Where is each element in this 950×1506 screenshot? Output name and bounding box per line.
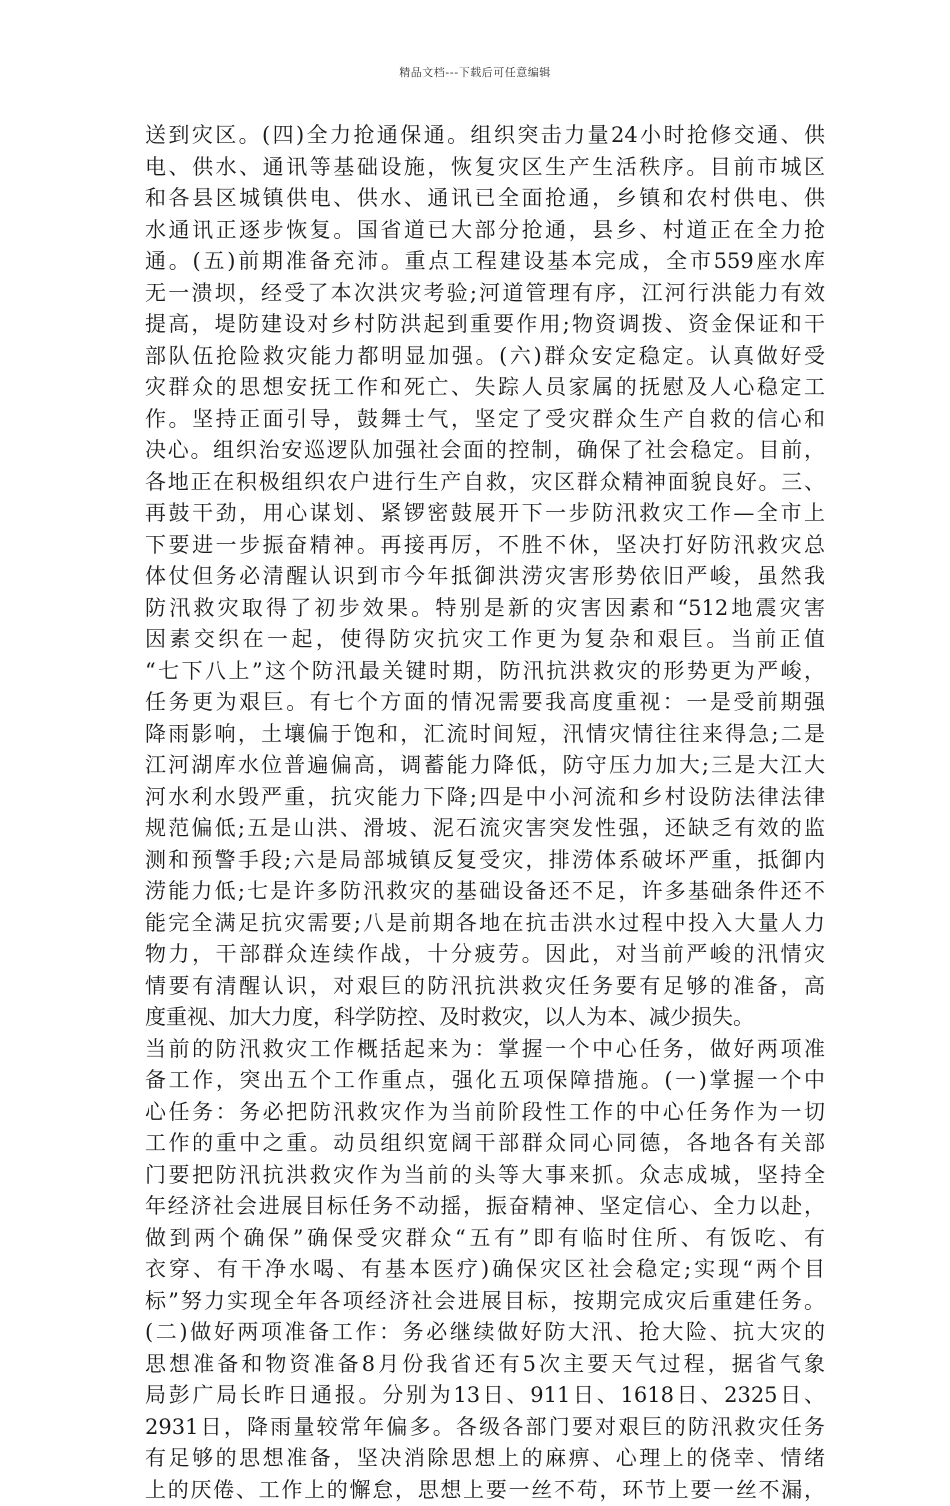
text-line: 部队伍抢险救灾能力都明显加强。(六)群众安定稳定。认真做好受 [145,341,825,373]
text-line: 河水利水毁严重，抗灾能力下降;四是中小河流和乡村设防法律法律 [145,782,825,814]
text-line: 测和预警手段;六是局部城镇反复受灾，排涝体系破坏严重，抵御内 [145,845,825,877]
text-line: 因素交织在一起，使得防灾抗灾工作更为复杂和艰巨。当前正值 [145,624,825,656]
text-line: 局彭广局长昨日通报。分别为13日、911日、1618日、2325日、 [145,1380,825,1412]
text-line: 决心。组织治安巡逻队加强社会面的控制，确保了社会稳定。目前， [145,435,825,467]
text-line: 标”努力实现全年各项经济社会进展目标，按期完成灾后重建任务。 [145,1286,825,1318]
text-line: 能完全满足抗灾需要;八是前期各地在抗击洪水过程中投入大量人力 [145,908,825,940]
text-line: 2931日，降雨量较常年偏多。各级各部门要对艰巨的防汛救灾任务 [145,1412,825,1444]
text-line: 工作的重中之重。动员组织宽阔干部群众同心同德，各地各有关部 [145,1128,825,1160]
text-line: 物力，干部群众连续作战，十分疲劳。因此，对当前严峻的汛情灾 [145,939,825,971]
text-line: 防汛救灾取得了初步效果。特别是新的灾害因素和“512地震灾害 [145,593,825,625]
text-line: 降雨影响，土壤偏于饱和，汇流时间短，汛情灾情往往来得急;二是 [145,719,825,751]
text-line: 情要有清醒认识，对艰巨的防汛抗洪救灾任务要有足够的准备，高 [145,971,825,1003]
text-line: 思想准备和物资准备8月份我省还有5次主要天气过程，据省气象 [145,1349,825,1381]
text-line: 体仗但务必清醒认识到市今年抵御洪涝灾害形势依旧严峻，虽然我 [145,561,825,593]
page-header: 精品文档---下载后可任意编辑 [0,64,950,80]
text-line: 任务更为艰巨。有七个方面的情况需要我高度重视：一是受前期强 [145,687,825,719]
text-line: 有足够的思想准备，坚决消除思想上的麻痹、心理上的侥幸、情绪 [145,1443,825,1475]
text-line: 通。(五)前期准备充沛。重点工程建设基本完成，全市559座水库 [145,246,825,278]
text-line: 规范偏低;五是山洪、滑坡、泥石流灾害突发性强，还缺乏有效的监 [145,813,825,845]
document-body [145,120,825,1506]
text-line: 度重视、加大力度，科学防控、及时救灾，以人为本、减少损失。 [145,1002,825,1034]
text-line: 各地正在积极组织农户进行生产自救，灾区群众精神面貌良好。三、 [145,467,825,499]
text-line: 衣穿、有干净水喝、有基本医疗)确保灾区社会稳定;实现“两个目 [145,1254,825,1286]
text-line: 送到灾区。(四)全力抢通保通。组织突击力量24小时抢修交通、供 [145,120,825,152]
text-line: 涝能力低;七是许多防汛救灾的基础设备还不足，许多基础条件还不 [145,876,825,908]
text-line: (二)做好两项准备工作：务必继续做好防大汛、抢大险、抗大灾的 [145,1317,825,1349]
text-line: 水通讯正逐步恢复。国省道已大部分抢通，县乡、村道正在全力抢 [145,215,825,247]
text-line: 做到两个确保”确保受灾群众“五有”即有临时住所、有饭吃、有 [145,1223,825,1255]
text-line: 作。坚持正面引导，鼓舞士气，坚定了受灾群众生产自救的信心和 [145,404,825,436]
text-line: 提高，堤防建设对乡村防洪起到重要作用;物资调拨、资金保证和干 [145,309,825,341]
text-line: 再鼓干劲，用心谋划、紧锣密鼓展开下一步防汛救灾工作—全市上 [145,498,825,530]
text-line: 下要进一步振奋精神。再接再厉，不胜不休，坚决打好防汛救灾总 [145,530,825,562]
text-line: 上的厌倦、工作上的懈怠，思想上要一丝不苟，环节上要一丝不漏， [145,1475,825,1506]
text-line: “七下八上”这个防汛最关键时期，防汛抗洪救灾的形势更为严峻， [145,656,825,688]
text-line: 备工作，突出五个工作重点，强化五项保障措施。(一)掌握一个中 [145,1065,825,1097]
text-line: 电、供水、通讯等基础设施，恢复灾区生产生活秩序。目前市城区 [145,152,825,184]
text-line: 当前的防汛救灾工作概括起来为：掌握一个中心任务，做好两项准 [145,1034,825,1066]
text-line: 心任务：务必把防汛救灾作为当前阶段性工作的中心任务作为一切 [145,1097,825,1129]
text-line: 无一溃坝，经受了本次洪灾考验;河道管理有序，江河行洪能力有效 [145,278,825,310]
text-line: 和各县区城镇供电、供水、通讯已全面抢通，乡镇和农村供电、供 [145,183,825,215]
text-line: 门要把防汛抗洪救灾作为当前的头等大事来抓。众志成城，坚持全 [145,1160,825,1192]
text-line: 灾群众的思想安抚工作和死亡、失踪人员家属的抚慰及人心稳定工 [145,372,825,404]
text-line: 江河湖库水位普遍偏高，调蓄能力降低，防守压力加大;三是大江大 [145,750,825,782]
text-line: 年经济社会进展目标任务不动摇，振奋精神、坚定信心、全力以赴， [145,1191,825,1223]
